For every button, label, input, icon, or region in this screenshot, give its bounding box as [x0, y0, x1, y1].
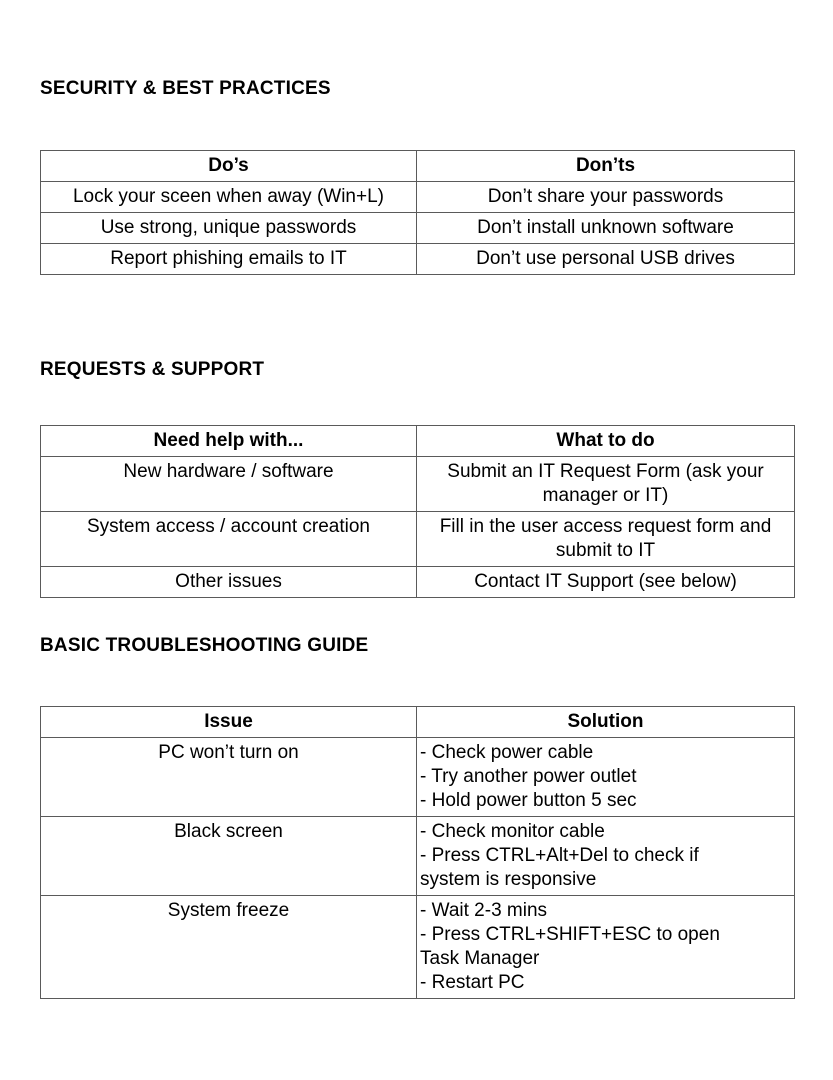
solution-line: system is responsive — [420, 869, 597, 890]
solution-line: - Restart PC — [420, 972, 525, 993]
security-table — [40, 150, 795, 275]
solution-line: - Try another power outlet — [420, 766, 637, 787]
solution-line: - Wait 2-3 mins — [420, 900, 548, 921]
table-header-row — [41, 707, 795, 738]
table-header-row — [41, 426, 795, 457]
request-topic: New hardware / software — [41, 457, 417, 512]
column-header-solution: Solution — [417, 707, 795, 738]
column-header-donts: Don’ts — [417, 151, 795, 182]
solution-line: - Check monitor cable — [420, 821, 605, 842]
section-heading-requests: REQUESTS & SUPPORT — [40, 359, 265, 380]
solution-line: Task Manager — [420, 948, 540, 969]
table-row — [41, 213, 795, 244]
issue-cell: PC won’t turn on — [41, 738, 417, 817]
request-action: Submit an IT Request Form (ask your manager or IT) — [417, 457, 795, 512]
section-heading-security: SECURITY & BEST PRACTICES — [40, 78, 331, 99]
table-row — [41, 567, 795, 598]
request-topic: System access / account creation — [41, 512, 417, 567]
section-heading-troubleshooting: BASIC TROUBLESHOOTING GUIDE — [40, 635, 369, 656]
table-row — [41, 457, 795, 512]
table-header-row — [41, 151, 795, 182]
dont-item: Don’t use personal USB drives — [417, 244, 795, 275]
requests-table — [40, 425, 795, 598]
table-row — [41, 896, 795, 999]
table-row — [41, 182, 795, 213]
issue-cell: System freeze — [41, 896, 417, 999]
column-header-need-help: Need help with... — [41, 426, 417, 457]
table-row — [41, 738, 795, 817]
request-topic: Other issues — [41, 567, 417, 598]
table-row — [41, 244, 795, 275]
solution-line: - Press CTRL+Alt+Del to check if — [420, 845, 699, 866]
request-action: Contact IT Support (see below) — [417, 567, 795, 598]
column-header-dos: Do’s — [41, 151, 417, 182]
do-item: Lock your sceen when away (Win+L) — [41, 182, 417, 213]
solution-cell — [417, 817, 795, 896]
troubleshooting-table — [40, 706, 795, 999]
table-row — [41, 817, 795, 896]
solution-line: - Press CTRL+SHIFT+ESC to open — [420, 924, 720, 945]
solution-line: - Check power cable — [420, 742, 594, 763]
column-header-issue: Issue — [41, 707, 417, 738]
column-header-what-to-do: What to do — [417, 426, 795, 457]
issue-cell: Black screen — [41, 817, 417, 896]
do-item: Report phishing emails to IT — [41, 244, 417, 275]
dont-item: Don’t share your passwords — [417, 182, 795, 213]
request-action: Fill in the user access request form and submit to IT — [417, 512, 795, 567]
do-item: Use strong, unique passwords — [41, 213, 417, 244]
solution-cell — [417, 896, 795, 999]
table-row — [41, 512, 795, 567]
solution-line: - Hold power button 5 sec — [420, 790, 637, 811]
dont-item: Don’t install unknown software — [417, 213, 795, 244]
solution-cell — [417, 738, 795, 817]
